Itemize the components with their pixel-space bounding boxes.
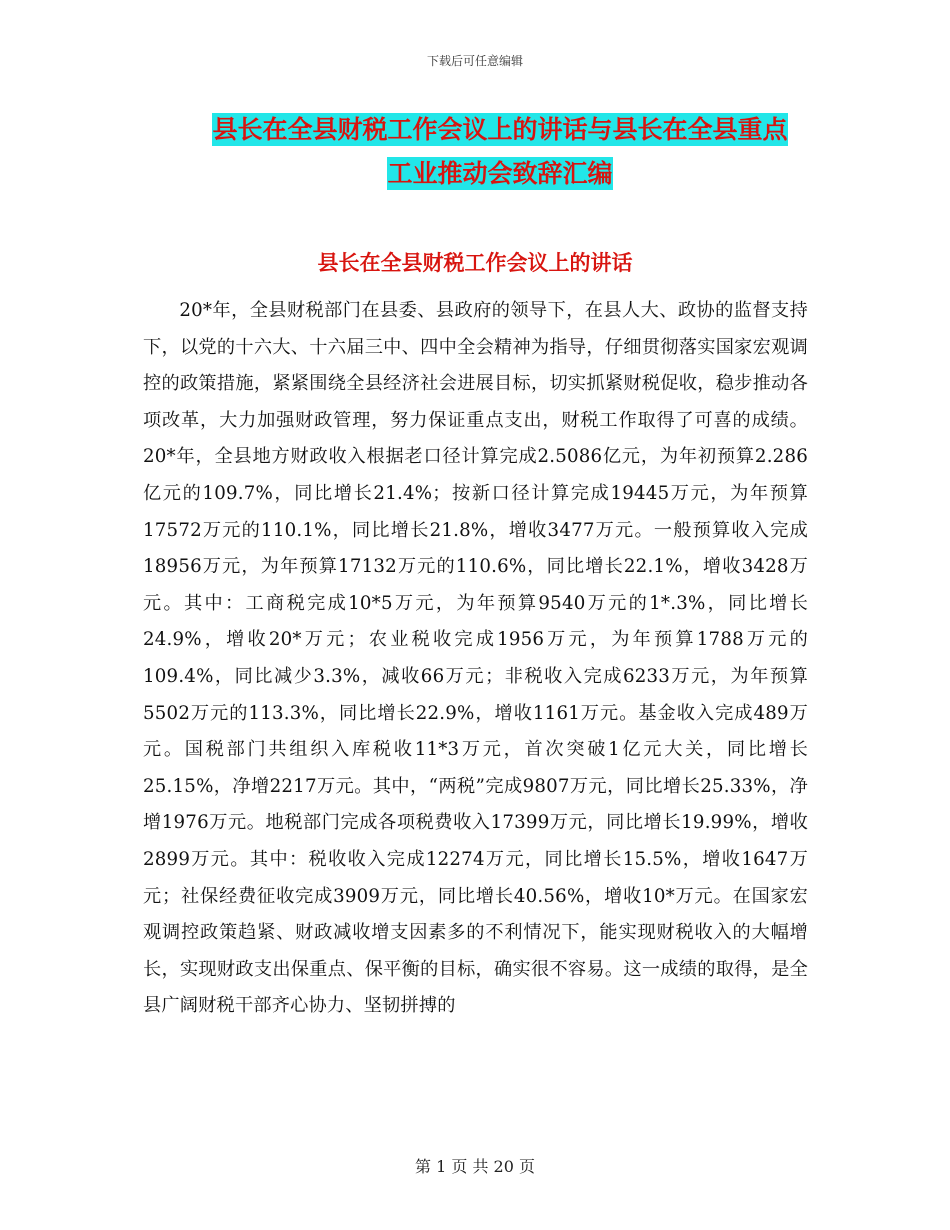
document-title-line-1: 县长在全县财税工作会议上的讲话与县长在全县重点 xyxy=(212,115,788,144)
body-paragraph: 20*年，全县财税部门在县委、县政府的领导下，在县人大、政协的监督支持下，以党的十六大、十六届三中、四中全会精神为指导，仔细贯彻落实国家宏观调控的政策措施，紧紧围绕全县经济社会进展目标，切实抓紧财税促收，稳步推动各项改革，大力加强财政管理，努力保证重点支出，财税工作取得了可喜的成绩。20*年，全县地方财政收入根据老口径计算完成2.5086亿元，为年初预算2.286亿元的109.7%，同比增长21.4%；按新口径计算完成19445万元，为年预算17572万元的110.1%，同比增长21.8%，增收3477万元。一般预算收入完成18956万元，为年预算17132万元的110.6%，同比增长22.1%，增收3428万元。其中：工商税完成10*5万元，为年预算9540万元的1*.3%，同比增长24.9%，增收20*万元；农业税收完成1956万元，为年预算1788万元的109.4%，同比减少3.3%，减收66万元；非税收入完成6233万元，为年预算5502万元的113.3%，同比增长22.9%，增收1161万元。基金收入完成489万元。国税部门共组织入库税收11*3万元，首次突破1亿元大关，同比增长25.15%，净增2217万元。其中，“两税”完成9807万元，同比增长25.33%，净增1976万元。地税部门完成各项税费收入17399万元，同比增长19.99%，增收2899万元。其中：税收收入完成12274万元，同比增长15.5%，增收1647万元；社保经费征收完成3909万元，同比增长40.56%，增收10*万元。在国家宏观调控政策趋紧、财政减收增支因素多的不利情况下，能实现财税收入的大幅增长，实现财政支出保重点、保平衡的目标，确实很不容易。这一成绩的取得，是全县广阔财税干部齐心协力、坚韧拼搏的 xyxy=(143,300,808,1017)
document-title xyxy=(100,108,900,196)
header-note: 下载后可任意编辑 xyxy=(426,54,523,68)
page-footer: 第 1 页 共 20 页 xyxy=(415,1157,535,1176)
section-title: 县长在全县财税工作会议上的讲话 xyxy=(317,251,633,275)
document-title-line-2: 工业推动会致辞汇编 xyxy=(387,159,613,188)
